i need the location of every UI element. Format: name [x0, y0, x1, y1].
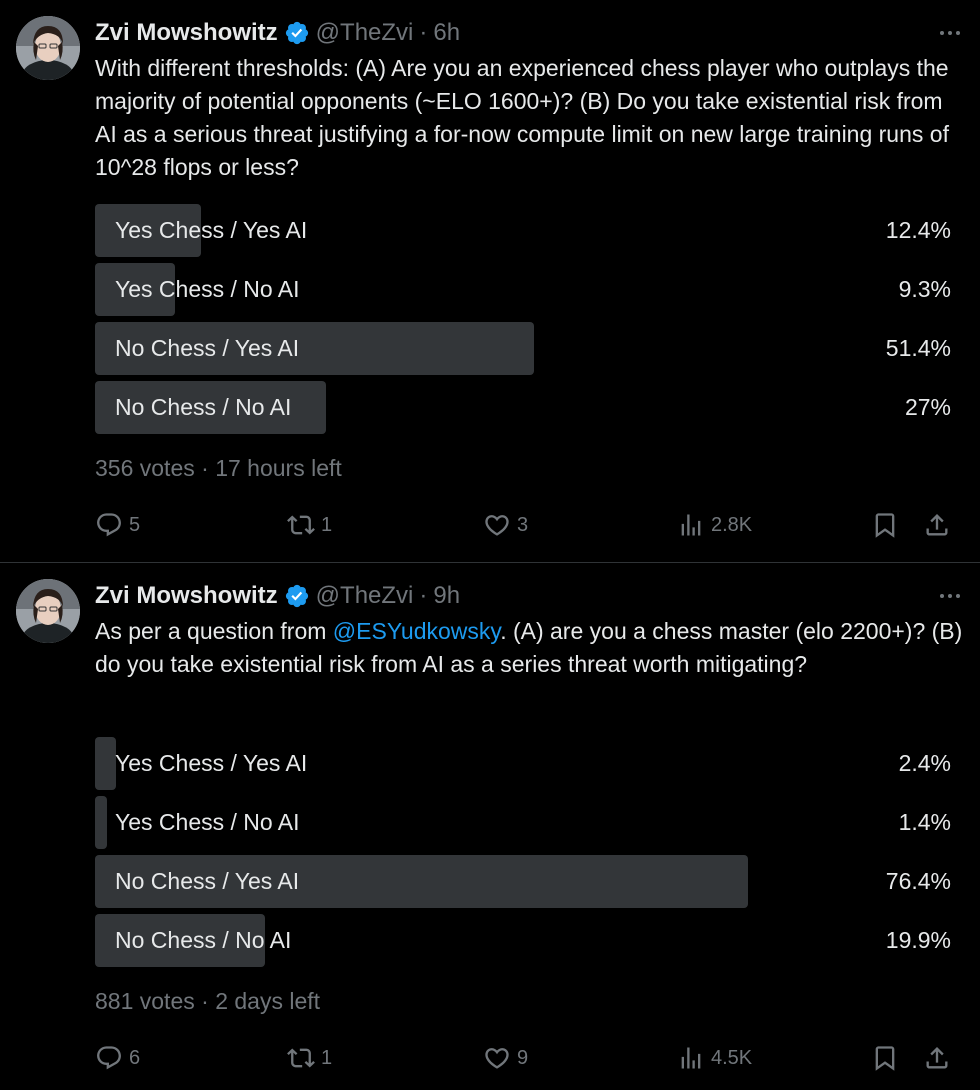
- views-button[interactable]: [677, 1041, 752, 1075]
- poll-option: [95, 796, 955, 849]
- poll-result-bar: [95, 796, 107, 849]
- reply-icon: [95, 511, 123, 539]
- poll-option-percent: 9.3%: [898, 276, 951, 302]
- poll-option: [95, 263, 955, 316]
- bookmark-button[interactable]: [871, 508, 899, 542]
- tweet-text-body: As per a question from: [95, 618, 333, 644]
- bookmark-icon: [871, 1044, 899, 1072]
- poll: [95, 737, 955, 973]
- author-handle[interactable]: @TheZvi: [315, 19, 414, 46]
- share-button[interactable]: [923, 508, 951, 542]
- author-name[interactable]: Zvi Mowshowitz: [95, 582, 278, 609]
- views-button[interactable]: [677, 508, 752, 542]
- action-bar: [95, 1041, 955, 1075]
- view-count: 4.5K: [711, 1046, 753, 1069]
- reply-button[interactable]: [95, 1041, 140, 1075]
- retweet-button[interactable]: [287, 1041, 332, 1075]
- share-icon: [923, 511, 951, 539]
- poll-meta: [95, 455, 342, 482]
- share-button[interactable]: [923, 1041, 951, 1075]
- heart-icon: [483, 1044, 511, 1072]
- reply-icon: [95, 1044, 123, 1072]
- poll-option-percent: 76.4%: [885, 868, 951, 894]
- poll-option-label: Yes Chess / Yes AI: [115, 750, 308, 776]
- more-options-icon[interactable]: [920, 579, 960, 613]
- poll-option: [95, 914, 955, 967]
- poll-option: [95, 204, 955, 257]
- tweet-timestamp[interactable]: 6h: [433, 19, 461, 46]
- poll-option: [95, 381, 955, 434]
- separator-dot: ·: [419, 19, 428, 46]
- tweet-text: [95, 52, 965, 184]
- poll-option: [95, 322, 955, 375]
- poll-option-label: Yes Chess / Yes AI: [115, 217, 308, 243]
- poll-option-label: Yes Chess / No AI: [115, 809, 300, 835]
- heart-icon: [483, 511, 511, 539]
- like-button[interactable]: [483, 508, 528, 542]
- mention-link[interactable]: @ESYudkowsky: [332, 618, 501, 644]
- poll-result-bar: [95, 737, 116, 790]
- poll-time-left: 17 hours left: [215, 455, 342, 481]
- poll-option-percent: 51.4%: [885, 335, 951, 361]
- bookmark-button[interactable]: [871, 1041, 899, 1075]
- poll-option-percent: 27%: [904, 394, 951, 420]
- separator-dot: ·: [419, 582, 428, 609]
- poll-option-percent: 19.9%: [885, 927, 951, 953]
- tweet-header: [95, 579, 960, 613]
- author-name[interactable]: Zvi Mowshowitz: [95, 19, 278, 46]
- retweet-count: 1: [321, 513, 333, 536]
- poll-option-label: No Chess / Yes AI: [115, 868, 300, 894]
- like-button[interactable]: [483, 1041, 528, 1075]
- retweet-button[interactable]: [287, 508, 332, 542]
- poll: [95, 204, 955, 440]
- avatar[interactable]: [16, 16, 80, 80]
- poll-option: [95, 737, 955, 790]
- reply-button[interactable]: [95, 508, 140, 542]
- poll-option-label: Yes Chess / No AI: [115, 276, 300, 302]
- poll-option-label: No Chess / No AI: [115, 927, 292, 953]
- view-count: 2.8K: [711, 513, 753, 536]
- action-bar: [95, 508, 955, 542]
- more-options-icon[interactable]: [920, 16, 960, 50]
- tweet[interactable]: [0, 563, 980, 1090]
- retweet-icon: [287, 1044, 315, 1072]
- poll-option-percent: 2.4%: [898, 750, 951, 776]
- share-icon: [923, 1044, 951, 1072]
- like-count: 9: [517, 1046, 529, 1069]
- bookmark-icon: [871, 511, 899, 539]
- tweet-text-tail: . (A) are you a chess master (elo 2200+)? (B) do you take existential risk from AI as a series threat worth mitigating?: [95, 618, 963, 677]
- verified-badge-icon: [284, 20, 310, 46]
- poll-time-left: 2 days left: [215, 988, 321, 1014]
- reply-count: 6: [129, 1046, 141, 1069]
- author-handle[interactable]: @TheZvi: [315, 582, 414, 609]
- separator-dot: ·: [201, 988, 209, 1014]
- retweet-count: 1: [321, 1046, 333, 1069]
- like-count: 3: [517, 513, 529, 536]
- tweet-text-body: With different thresholds: (A) Are you an experienced chess player who outplays the majority of potential opponents (~ELO 1600+)? (B) Do you take existential risk from AI as a serious threat justifying a for-now compute limit on new large training runs of 10^28 flops or less?: [95, 55, 949, 180]
- reply-count: 5: [129, 513, 141, 536]
- poll-meta: [95, 988, 320, 1015]
- poll-vote-count: 881 votes: [95, 988, 195, 1014]
- retweet-icon: [287, 511, 315, 539]
- verified-badge-icon: [284, 583, 310, 609]
- views-chart-icon: [677, 1044, 705, 1072]
- poll-option-label: No Chess / Yes AI: [115, 335, 300, 361]
- avatar[interactable]: [16, 579, 80, 643]
- poll-vote-count: 356 votes: [95, 455, 195, 481]
- poll-option-percent: 12.4%: [885, 217, 951, 243]
- poll-option-label: No Chess / No AI: [115, 394, 292, 420]
- views-chart-icon: [677, 511, 705, 539]
- tweet-header: [95, 16, 960, 50]
- separator-dot: ·: [201, 455, 209, 481]
- tweet-text: [95, 615, 965, 681]
- poll-option-percent: 1.4%: [898, 809, 951, 835]
- poll-option: [95, 855, 955, 908]
- tweet-timestamp[interactable]: 9h: [433, 582, 461, 609]
